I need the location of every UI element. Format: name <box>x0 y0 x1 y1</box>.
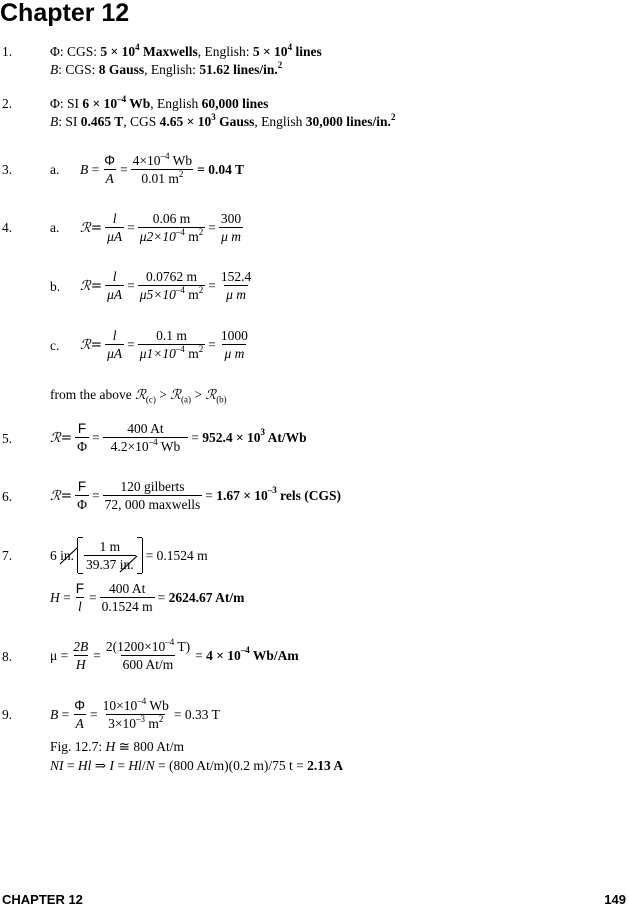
problem-number-6: 6. <box>2 489 13 504</box>
problem-2-line-2: B: SI 0.465 T, CGS $4.65 \times 10^3$ Gauss, English 30,000 lines/in.$^2$ <box>50 111 396 129</box>
problem-4a-equation: ℛ= $\frac{l}{\mu A}$ = $\frac{0.06 m}{\mu 2\times 10^{-4} m^2}$ = $\frac{300}{\text{μ m}}$ <box>80 211 242 244</box>
problem-3-part-a-label: a. <box>50 162 60 177</box>
problem-4-part-b-label: b. <box>50 279 61 294</box>
problem-number-9: 9. <box>2 707 13 722</box>
problem-8-equation: μ = $\frac{2B}{H}$ = $\frac{2(1200\times 10^{-4} T)}{600 At/m}$ = $4 \times 10^{-4}$ Wb/Am <box>50 636 299 672</box>
problem-number-7: 7. <box>2 548 13 563</box>
unit-bracket: $\frac{1 m}{39.37 in.}$ <box>77 538 143 573</box>
problem-9-equation: B = $\frac{\Phi}{A}$ = $\frac{10\times 10^{-4} Wb}{3\times 10^{-3} m^2}$ = 0.33 T <box>50 695 220 731</box>
fraction: $\frac{4\times 10^{-4} Wb}{0.01 m^2}$ <box>132 150 193 186</box>
problem-4-part-c-label: c. <box>50 338 60 353</box>
problem-7-equation: H = $\frac{F}{l}$ = $\frac{400 At}{0.1524 m}$ = 2624.67 At/m <box>50 581 245 614</box>
problem-4c-equation: ℛ= $\frac{l}{\mu A}$ = $\frac{0.1 m}{\mu 1\times 10^{-4} m^2}$ = $\frac{1000}{\text{μ m}}$ <box>80 328 248 361</box>
problem-2-line-1: Φ: SI $6 \times 10^{-4}$ Wb, English 60,000 lines <box>50 93 269 111</box>
problem-7-conversion: 6 in. $\frac{1 m}{39.37 in.}$ = 0.1524 m <box>50 539 208 572</box>
reluctance-comparison: from the above ℛ$_{(c)}$ > ℛ$_{(a)}$ > ℛ$_{(b)}$ <box>50 387 227 405</box>
footer-chapter-label: CHAPTER 12 <box>2 892 83 907</box>
problem-number-1: 1. <box>2 44 13 59</box>
problem-4b-equation: ℛ= $\frac{l}{\mu A}$ = $\frac{0.0762 m}{\mu 5\times 10^{-4} m^2}$ = $\frac{152.4}{\text{μ m}}$ <box>80 269 252 302</box>
problem-9-current-calc: NI = Hl ⇒ I = Hl/N = (800 At/m)(0.2 m)/75 t = 2.13 A <box>50 758 344 773</box>
problem-1-line-1: Φ: CGS: $5 \times 10^4$ Maxwells, English: $5 \times 10^4$ lines <box>50 41 322 59</box>
problem-number-8: 8. <box>2 649 13 664</box>
problem-number-4: 4. <box>2 220 13 235</box>
problem-4-part-a-label: a. <box>50 220 60 235</box>
problem-5-equation: ℛ= $\frac{F}{\Phi}$ = $\frac{400 At}{4.2\times 10^{-4} Wb}$ = $952.4 \times 10^3$ At/Wb <box>50 421 307 454</box>
problem-number-5: 5. <box>2 431 13 446</box>
problem-6-equation: ℛ= $\frac{F}{\Phi}$ = $\frac{\text{120 gilberts}}{\text{72, 000 maxwells}}$ = $1.67 \times 10^{-3}$ rels (CGS) <box>50 479 342 512</box>
problem-9-figure-reading: Fig. 12.7: H ≅ 800 At/m <box>50 739 184 754</box>
problem-3-equation: B = $\frac{\Phi}{A}$ = $\frac{4\times 10^{-4} Wb}{0.01 m^2}$ = 0.04 T <box>80 150 244 186</box>
fraction: $\frac{\Phi}{A}$ <box>104 153 116 186</box>
problem-1-line-2: B: CGS: 8 Gauss, English: 51.62 lines/in.$^2$ <box>50 59 283 77</box>
problem-number-2: 2. <box>2 96 13 111</box>
footer-page-number: 149 <box>604 892 626 907</box>
problem-number-3: 3. <box>2 162 13 177</box>
page-title: Chapter 12 <box>0 0 130 27</box>
